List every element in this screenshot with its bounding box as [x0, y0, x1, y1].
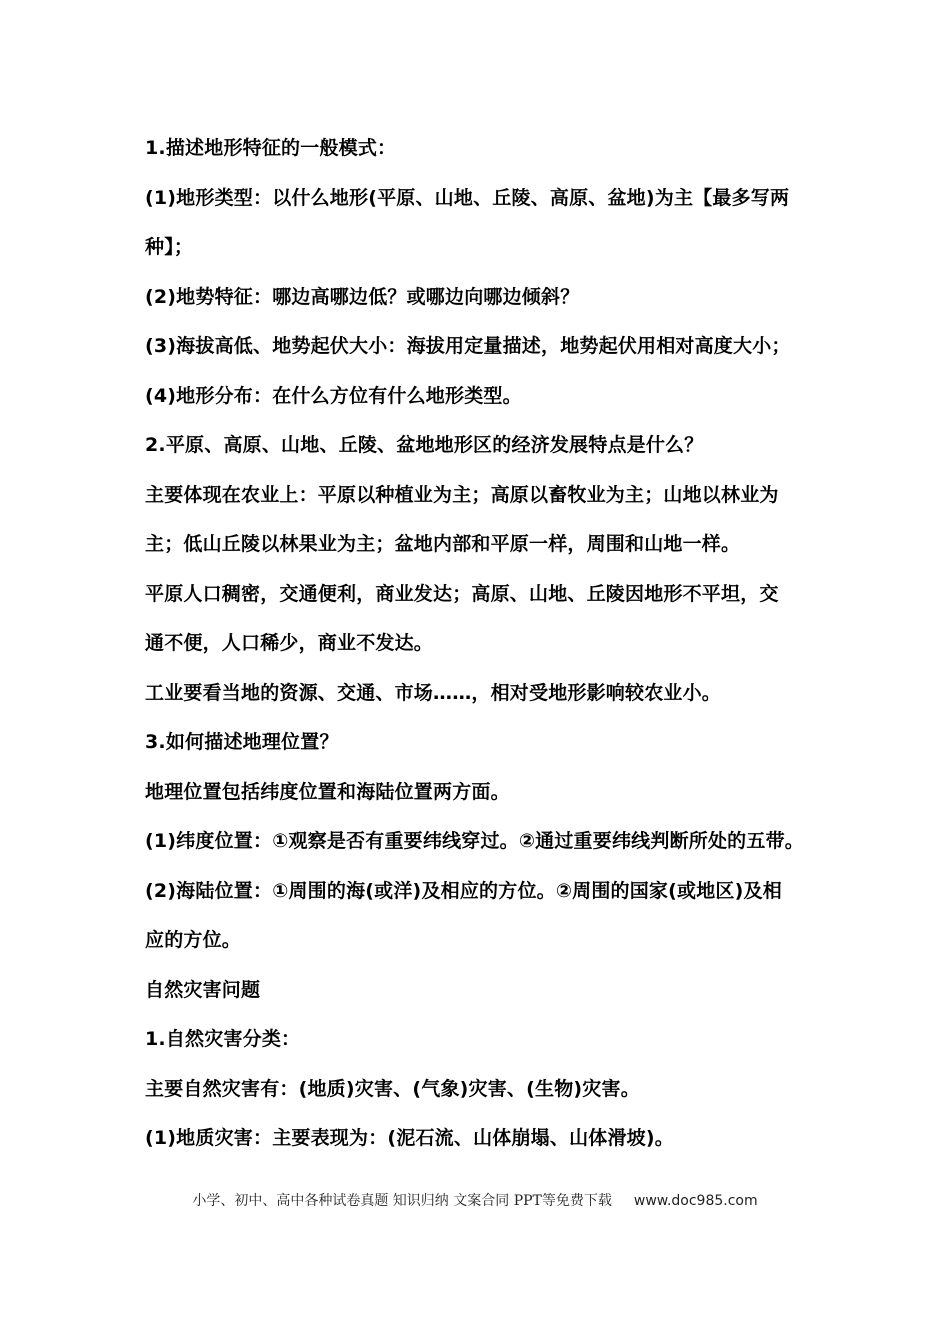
document-body — [145, 124, 825, 1164]
text-line: (4)地形分布：在什么方位有什么地形类型。 — [145, 384, 522, 407]
text-line: 工业要看当地的资源、交通、市场……，相对受地形影响较农业小。 — [145, 681, 722, 704]
text-line: (3)海拔高低、地势起伏大小：海拔用定量描述，地势起伏用相对高度大小； — [145, 335, 791, 357]
text-line: 地理位置包括纬度位置和海陆位置两方面。 — [145, 780, 510, 803]
text-line: 种】； — [145, 236, 194, 258]
text-line: 应的方位。 — [145, 929, 242, 951]
text-line: 1.描述地形特征的一般模式： — [145, 137, 397, 159]
footer-text: 小学、初中、高中各种试卷真题 知识归纳 文案合同 PPT等免费下载 — [192, 1193, 612, 1209]
footer-url: www.doc985.com — [633, 1193, 758, 1209]
text-line: (2)地势特征：哪边高哪边低？或哪边向哪边倾斜？ — [145, 285, 580, 308]
text-line: 平原人口稠密，交通便利，商业发达；高原、山地、丘陵因地形不平坦，交 — [145, 582, 779, 605]
text-line: 自然灾害问题 — [145, 978, 261, 1001]
text-line: (1)纬度位置：①观察是否有重要纬线穿过。②通过重要纬线判断所处的五带。 — [145, 830, 804, 852]
text-line: 3.如何描述地理位置？ — [145, 731, 339, 753]
text-line: 主要自然灾害有：(地质)灾害、(气象)灾害、(生物)灾害。 — [145, 1077, 640, 1100]
text-line: 1.自然灾害分类： — [145, 1028, 301, 1050]
text-line: 通不便，人口稀少，商业不发达。 — [145, 632, 434, 654]
text-line: 2.平原、高原、山地、丘陵、盆地地形区的经济发展特点是什么？ — [145, 434, 704, 456]
text-line: (1)地形类型：以什么地形(平原、山地、丘陵、高原、盆地)为主【最多写两 — [145, 186, 790, 209]
page-footer — [0, 1190, 950, 1210]
text-line: (1)地质灾害：主要表现为：(泥石流、山体崩塌、山体滑坡)。 — [145, 1127, 674, 1149]
text-line: 主要体现在农业上：平原以种植业为主；高原以畜牧业为主；山地以林业为 — [145, 483, 779, 506]
text-line: (2)海陆位置：①周围的海(或洋)及相应的方位。②周围的国家(或地区)及相 — [145, 879, 782, 902]
text-line: 主；低山丘陵以林果业为主；盆地内部和平原一样，周围和山地一样。 — [145, 533, 741, 555]
